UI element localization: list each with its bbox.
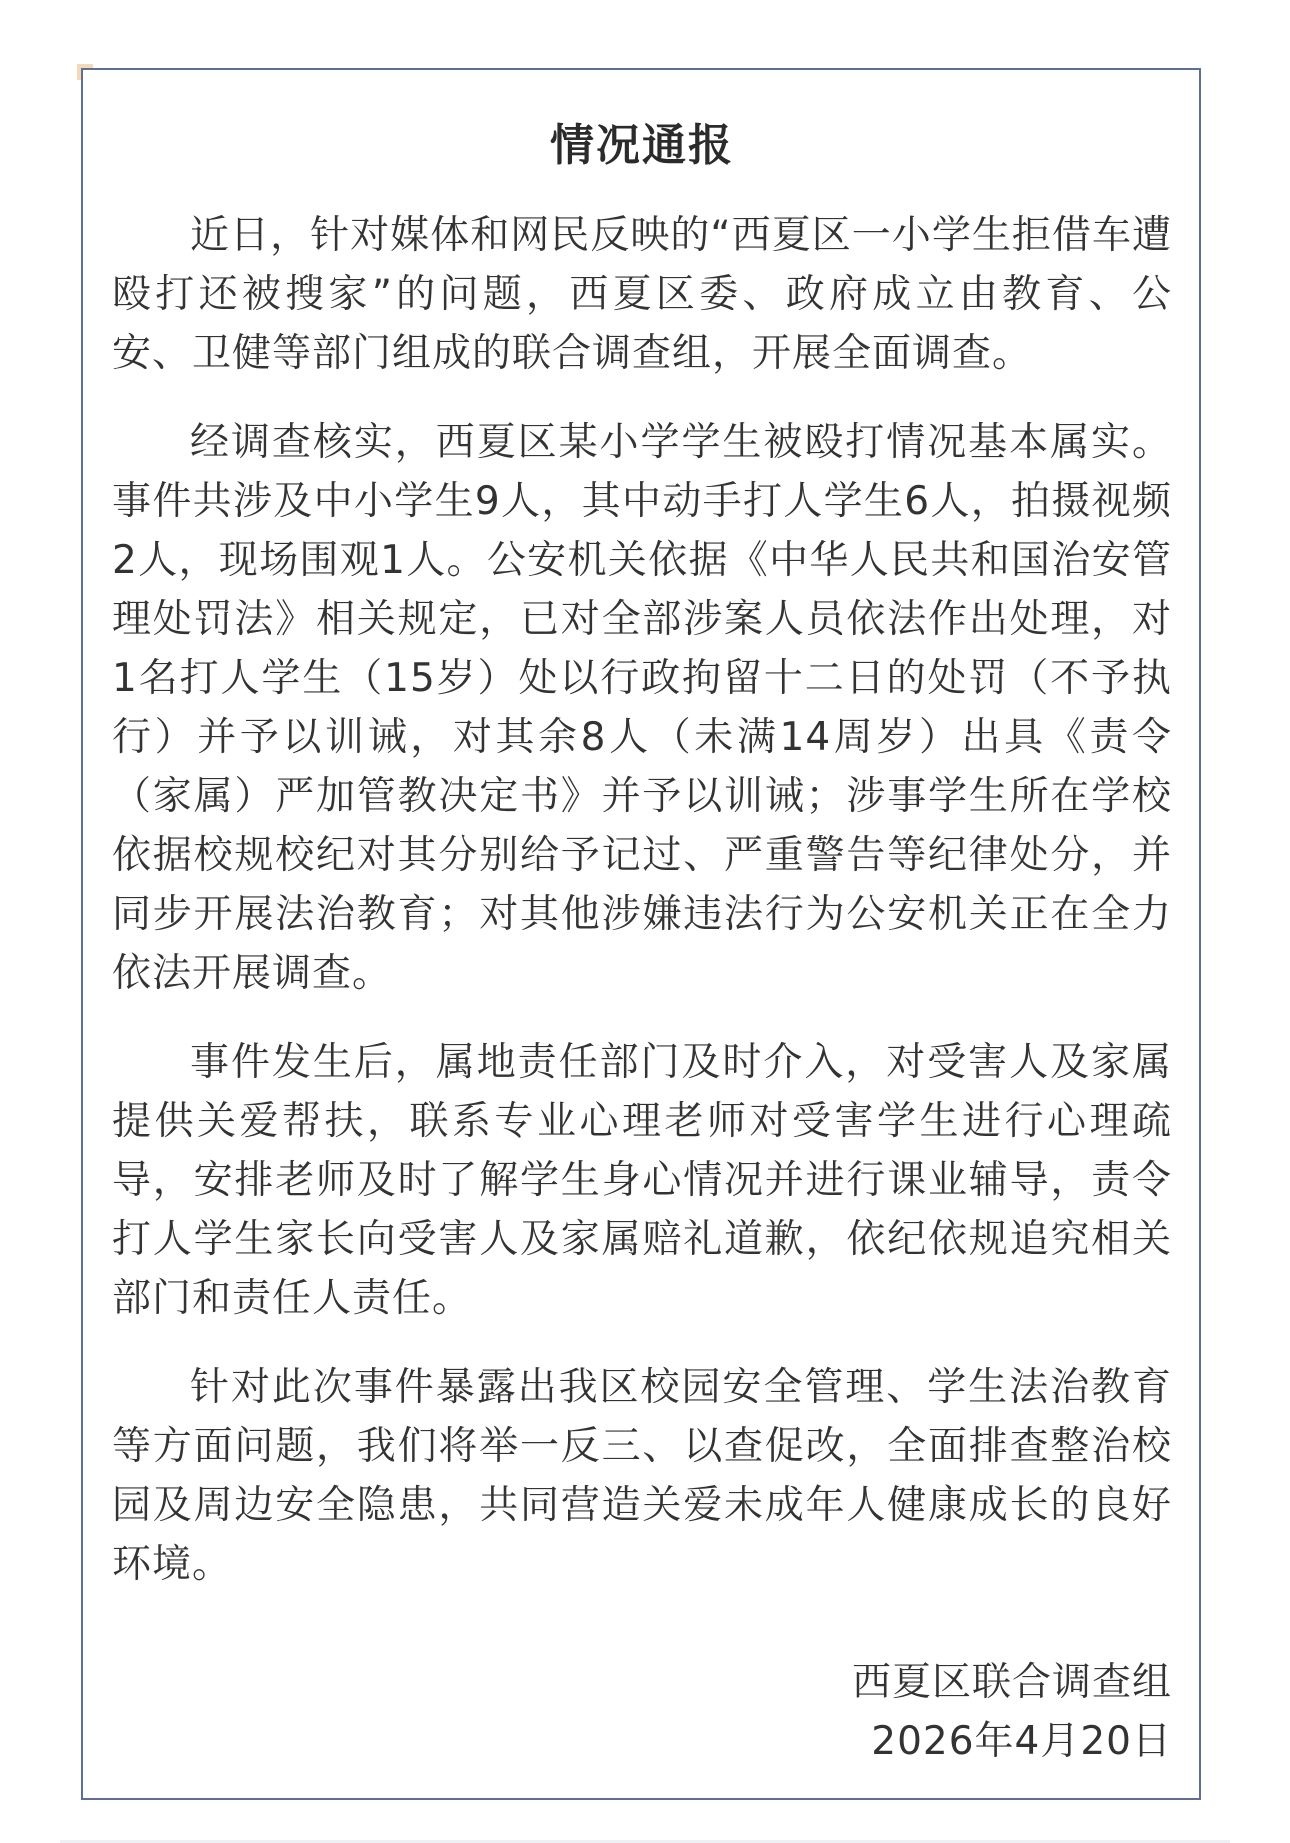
- paragraph-3: 事件发生后，属地责任部门及时介入，对受害人及家属提供关爱帮扶，联系专业心理老师对受害学生进行心理疏导，安排老师及时了解学生身心情况并进行课业辅导，责令打人学生家长向受害人及家属赔礼道歉，依纪依规追究相关部门和责任人责任。: [112, 1040, 1172, 1321]
- paragraph-4: 针对此次事件暴露出我区校园安全管理、学生法治教育等方面问题，我们将举一反三、以查促改，全面排查整治校园及周边安全隐患，共同营造关爱未成年人健康成长的良好环境。: [112, 1365, 1172, 1587]
- notice-content: [112, 108, 1172, 1594]
- paragraph-1: 近日，针对媒体和网民反映的“西夏区一小学生拒借车遭殴打还被搜家”的问题，西夏区委、政府成立由教育、公安、卫健等部门组成的联合调查组，开展全面调查。: [112, 213, 1172, 376]
- paragraph-2: 经调查核实，西夏区某小学学生被殴打情况基本属实。事件共涉及中小学生9人，其中动手打人学生6人，拍摄视频2人，现场围观1人。公安机关依据《中华人民共和国治安管理处罚法》相关规定，已对全部涉案人员依法作出处理，对1名打人学生（15岁）处以行政拘留十二日的处罚（不予执行）并予以训诫，对其余8人（未满14周岁）出具《责令（家属）严加管教决定书》并予以训诫；涉事学生所在学校依据校规校纪对其分别给予记过、严重警告等纪律处分，并同步开展法治教育；对其他涉嫌违法行为公安机关正在全力依法开展调查。: [112, 420, 1172, 996]
- signature-block: [852, 1653, 1172, 1771]
- issuing-organization: 西夏区联合调查组: [851, 1660, 1172, 1705]
- notice-title: 情况通报: [550, 120, 734, 171]
- issue-date: 2026年4月20日: [871, 1719, 1172, 1764]
